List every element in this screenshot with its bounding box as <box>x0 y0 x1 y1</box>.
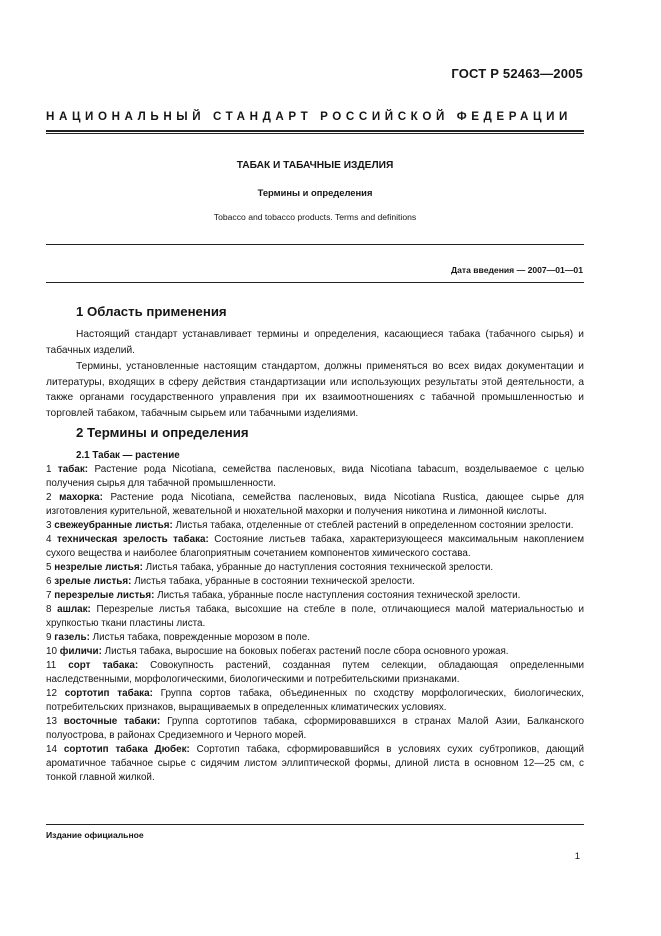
term-entry <box>46 645 584 659</box>
term-entry <box>46 589 584 603</box>
section-1-heading: 1 Область применения <box>76 304 227 319</box>
date-rule <box>46 282 584 283</box>
standard-code: ГОСТ Р 52463—2005 <box>451 66 583 81</box>
terms-list <box>46 463 584 785</box>
term-name: ашлак: <box>57 604 91 615</box>
document-title: ТАБАК И ТАБАЧНЫЕ ИЗДЕЛИЯ <box>236 160 394 171</box>
national-standard-banner: НАЦИОНАЛЬНЫЙ СТАНДАРТ РОССИЙСКОЙ ФЕДЕРАЦИИ <box>46 110 572 123</box>
term-entry <box>46 519 584 533</box>
term-entry <box>46 491 584 519</box>
term-number: 8 <box>46 604 52 615</box>
header-rule-top <box>46 130 584 132</box>
term-definition: Растение рода Nicotiana, семейства пасленовых, вида Nicotiana Rustica, дающее сырье для изготовления курительной, жевательной и нюхательной махорки и получения никотина и лимонной кислоты. <box>46 492 584 517</box>
term-number: 3 <box>46 520 52 531</box>
term-entry <box>46 463 584 491</box>
term-number: 9 <box>46 632 52 643</box>
term-entry <box>46 631 584 645</box>
footer-rule <box>46 824 584 825</box>
term-number: 6 <box>46 576 52 587</box>
term-name: техническая зрелость табака: <box>56 534 209 545</box>
term-definition: Листья табака, убранные до наступления состояния технической зрелости. <box>145 562 494 573</box>
term-entry <box>46 575 584 589</box>
term-entry <box>46 687 584 715</box>
term-number: 5 <box>46 562 52 573</box>
term-entry <box>46 533 584 561</box>
page-number: 1 <box>574 851 580 862</box>
term-name: филичи: <box>59 646 102 657</box>
term-number: 2 <box>46 492 52 503</box>
term-name: газель: <box>54 632 90 643</box>
term-name: табак: <box>57 464 89 475</box>
term-definition: Листья табака, поврежденные морозом в поле. <box>92 632 310 643</box>
term-definition: Листья табака, убранные после наступления состояния технической зрелости. <box>157 590 521 601</box>
term-entry <box>46 603 584 631</box>
document-title-english: Tobacco and tobacco products. Terms and definitions <box>213 212 417 222</box>
term-definition: Группа сортов табака, объединенных по сходству морфологических, биологических, потребительских признаков, выращиваемых в определенных климатических условиях. <box>46 688 584 713</box>
term-definition: Растение рода Nicotiana, семейства пасленовых, вида Nicotiana tabacum, возделываемое с целью получения сырья для табачной промышленности. <box>46 464 584 489</box>
section-1-paragraph: Термины, установленные настоящим стандартом, должны применяться во всех видах документации и литературы, входящих в сферу действия стандартизации или использующих результаты этой деятельности, а также органами государственного управления при их взаимоотношениях с табачной промышленностью и торговлей табаком, табачным сырьем или табачными изделиями. <box>46 361 584 419</box>
term-definition: Листья табака, выросшие на боковых побегах растений после сбора основного урожая. <box>104 646 509 657</box>
term-definition: Группа сортотипов табака, сформировавшихся в странах Малой Азии, Балканского полуострова, в районах Средиземного и Черного морей. <box>46 716 584 741</box>
term-entry <box>46 715 584 743</box>
term-number: 4 <box>46 534 52 545</box>
document-subtitle: Термины и определения <box>257 187 373 198</box>
edition-note: Издание официальное <box>46 830 144 840</box>
term-name: сорт табака: <box>68 660 139 671</box>
term-name: сортотип табака Дюбек: <box>63 744 190 755</box>
term-definition: Сортотип табака, сформировавшийся в условиях сухих субтропиков, дающий ароматичное табачное сырье с сидячим листом эллиптической формы, длиной листа в основном 12—25 см, с тонкой главной жилкой. <box>46 744 584 783</box>
term-number: 14 <box>46 744 57 755</box>
term-entry <box>46 561 584 575</box>
term-definition: Листья табака, отделенные от стеблей растений в определенном состоянии зрелости. <box>175 520 574 531</box>
term-number: 12 <box>46 688 57 699</box>
term-name: зрелые листья: <box>54 576 132 587</box>
introduction-date: Дата введения — 2007—01—01 <box>450 265 583 275</box>
term-definition: Состояние листьев табака, характеризующееся максимальным накоплением сухого вещества и наиболее благоприятным сочетанием компонентов химического состава. <box>46 534 585 559</box>
term-number: 13 <box>46 716 57 727</box>
title-rule <box>46 244 584 245</box>
term-name: свежеубранные листья: <box>54 520 173 531</box>
term-number: 1 <box>46 464 52 475</box>
term-number: 7 <box>46 590 52 601</box>
term-number: 10 <box>46 646 57 657</box>
term-entry <box>46 743 584 785</box>
section-1-paragraph: Настоящий стандарт устанавливает термины и определения, касающиеся табака (табачного сырья) и табачных изделий. <box>46 329 584 356</box>
term-name: сортотип табака: <box>64 688 153 699</box>
term-name: незрелые листья: <box>54 562 143 573</box>
term-name: восточные табаки: <box>63 716 161 727</box>
term-number: 11 <box>46 660 57 671</box>
term-name: перезрелые листья: <box>54 590 155 601</box>
term-entry <box>46 659 584 687</box>
term-name: махорка: <box>59 492 103 503</box>
header-rule-bottom <box>46 133 584 134</box>
term-definition: Совокупность растений, созданная путем селекции, обладающая определенными наследственными, морфологическими, биологическими и потребительскими признаками. <box>46 660 585 685</box>
term-definition: Перезрелые листья табака, высохшие на стебле в поле, отличающиеся малой материальностью и хрупкостью ткани пластины листа. <box>46 604 584 629</box>
section-2-heading: 2 Термины и определения <box>76 425 249 440</box>
term-definition: Листья табака, убранные в состоянии технической зрелости. <box>134 576 415 587</box>
section-2-1-heading: 2.1 Табак — растение <box>76 450 180 461</box>
